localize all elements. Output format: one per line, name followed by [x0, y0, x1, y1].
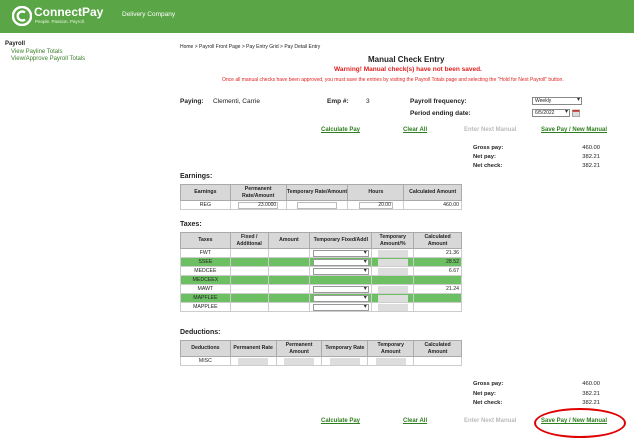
earnings-title: Earnings:	[180, 173, 213, 180]
temporary-fixed-addl-select[interactable]	[313, 304, 369, 311]
table-row	[181, 285, 462, 294]
gross-pay-label-top: Gross pay:	[473, 145, 504, 151]
temporary-amount-input[interactable]	[378, 304, 408, 311]
calculate-pay-link-top[interactable]: Calculate Pay	[321, 127, 361, 133]
payroll-frequency-label: Payroll frequency:	[410, 98, 467, 105]
permanent-rate-input[interactable]: 23.0000	[238, 202, 278, 209]
temporary-fixed-addl-select[interactable]	[313, 268, 369, 275]
breadcrumb[interactable]: Home > Payroll Front Page > Pay Entry Grid > Pay Detail Entry	[180, 44, 321, 50]
gross-pay-value-top: 460.00	[582, 145, 600, 151]
calculated-amount-col-header: Calculated Amount	[414, 233, 462, 249]
table-row	[181, 303, 462, 312]
earning-code: REG	[181, 201, 231, 210]
hours-input[interactable]: 20.00	[359, 202, 393, 209]
app-name: ConnectPay	[34, 5, 104, 19]
temporary-amount-col-header: Temporary Amount	[368, 341, 414, 357]
app-header	[0, 0, 634, 33]
table-row	[181, 276, 462, 285]
temporary-amount-input[interactable]	[378, 286, 408, 293]
temporary-amount-input[interactable]	[376, 358, 406, 365]
page-title: Manual Check Entry	[368, 55, 445, 64]
taxes-table	[180, 232, 462, 312]
tax-code: MAPPLEE	[181, 303, 231, 312]
net-check-label-top: Net check:	[473, 163, 503, 169]
net-check-value-bottom: 382.21	[582, 400, 600, 406]
temporary-fixed-addl-col-header: Temporary Fixed/Addl	[310, 233, 372, 249]
deductions-table	[180, 340, 462, 366]
deductions-title: Deductions:	[180, 329, 221, 336]
deduction-code: MISC	[181, 357, 231, 366]
temporary-rate-col-header: Temporary Rate/Amount	[286, 185, 348, 201]
calculated-amount: 28.52	[414, 258, 462, 267]
table-row	[181, 357, 462, 366]
sidebar-item-view-payline-totals[interactable]: View Payline Totals	[11, 49, 63, 55]
table-row	[181, 267, 462, 276]
temporary-amount-col-header: Temporary Amount/%	[372, 233, 414, 249]
tax-code: MEDCEE	[181, 267, 231, 276]
period-ending-label: Period ending date:	[410, 110, 471, 117]
emp-number-value: 3	[366, 98, 370, 105]
table-row	[181, 249, 462, 258]
taxes-col-header: Taxes	[181, 233, 231, 249]
calendar-icon[interactable]	[572, 109, 580, 117]
payroll-frequency-select[interactable]: Weekly ▾	[532, 97, 582, 105]
calculated-amount: 460.00	[404, 201, 462, 210]
fixed-additional-col-header: Fixed / Additional	[230, 233, 268, 249]
temporary-amount-input[interactable]	[378, 259, 408, 266]
warning-title: Warning! Manual check(s) have not been saved.	[334, 66, 482, 73]
temporary-rate-input[interactable]	[297, 202, 337, 209]
permanent-amount-input[interactable]	[284, 358, 314, 365]
connectpay-logo-icon[interactable]	[12, 6, 32, 26]
net-pay-value-top: 382.21	[582, 154, 600, 160]
enter-next-manual-link-bottom[interactable]: Enter Next Manual	[464, 418, 517, 424]
temporary-fixed-addl-select[interactable]	[313, 259, 369, 266]
temporary-fixed-addl-select[interactable]	[313, 295, 369, 302]
temporary-rate-input[interactable]	[330, 358, 360, 365]
tax-code: MAPFLEE	[181, 294, 231, 303]
amount-col-header: Amount	[268, 233, 310, 249]
calculated-amount: 21.24	[414, 285, 462, 294]
permanent-rate-col-header: Permanent Rate/Amount	[230, 185, 286, 201]
table-row	[181, 294, 462, 303]
paying-value: Clementi, Carrie	[213, 98, 260, 105]
calculated-amount-col-header: Calculated Amount	[414, 341, 462, 357]
tax-code: FWT	[181, 249, 231, 258]
table-row	[181, 258, 462, 267]
deductions-col-header: Deductions	[181, 341, 231, 357]
save-pay-new-manual-link-top[interactable]: Save Pay / New Manual	[541, 127, 608, 133]
calculated-amount-col-header: Calculated Amount	[404, 185, 462, 201]
tax-code: MAWT	[181, 285, 231, 294]
temporary-amount-input[interactable]	[378, 250, 408, 257]
warning-text: Once all manual checks have been approved, you must save the entries by visiting the Payroll Totals page and selecting the "Hold for Next Payroll" button.	[222, 77, 564, 83]
permanent-amount-col-header: Permanent Amount	[276, 341, 322, 357]
period-ending-input[interactable]: 6/5/2022 ▾	[532, 109, 570, 117]
sidebar-title: Payroll	[5, 41, 26, 47]
net-check-label-bottom: Net check:	[473, 400, 503, 406]
net-pay-label-bottom: Net pay:	[473, 391, 496, 397]
hours-col-header: Hours	[348, 185, 404, 201]
gross-pay-label-bottom: Gross pay:	[473, 381, 504, 387]
net-pay-label-top: Net pay:	[473, 154, 496, 160]
app-tagline: People. Passion. Payroll.	[35, 19, 86, 24]
temporary-fixed-addl-select[interactable]	[313, 286, 369, 293]
temporary-amount-input[interactable]	[378, 295, 408, 302]
calculated-amount	[414, 294, 462, 303]
earnings-table	[180, 184, 462, 210]
calculated-amount: 6.67	[414, 267, 462, 276]
calculated-amount: 21.36	[414, 249, 462, 258]
tax-code: SSEE	[181, 258, 231, 267]
clear-all-link-bottom[interactable]: Clear All	[403, 418, 428, 424]
temporary-rate-col-header: Temporary Rate	[322, 341, 368, 357]
save-pay-new-manual-link-bottom[interactable]: Save Pay / New Manual	[541, 418, 608, 424]
permanent-rate-col-header: Permanent Rate	[230, 341, 276, 357]
highlight-circle	[534, 408, 626, 438]
clear-all-link-top[interactable]: Clear All	[403, 127, 428, 133]
company-name: Delivery Company	[122, 11, 176, 18]
permanent-rate-input[interactable]	[238, 358, 268, 365]
net-pay-value-bottom: 382.21	[582, 391, 600, 397]
enter-next-manual-link-top[interactable]: Enter Next Manual	[464, 127, 517, 133]
paying-label: Paying:	[180, 98, 204, 105]
calculate-pay-link-bottom[interactable]: Calculate Pay	[321, 418, 361, 424]
gross-pay-value-bottom: 460.00	[582, 381, 600, 387]
table-row	[181, 201, 462, 210]
calculated-amount	[414, 276, 462, 285]
earnings-col-header: Earnings	[181, 185, 231, 201]
calculated-amount	[414, 303, 462, 312]
taxes-title: Taxes:	[180, 221, 202, 228]
temporary-fixed-addl-select[interactable]	[313, 250, 369, 257]
emp-number-label: Emp #:	[327, 98, 349, 105]
net-check-value-top: 382.21	[582, 163, 600, 169]
temporary-amount-input[interactable]	[378, 268, 408, 275]
tax-code: MEDCEEX	[181, 276, 231, 285]
sidebar-item-view-approve-payroll-totals[interactable]: View/Approve Payroll Totals	[11, 56, 86, 62]
